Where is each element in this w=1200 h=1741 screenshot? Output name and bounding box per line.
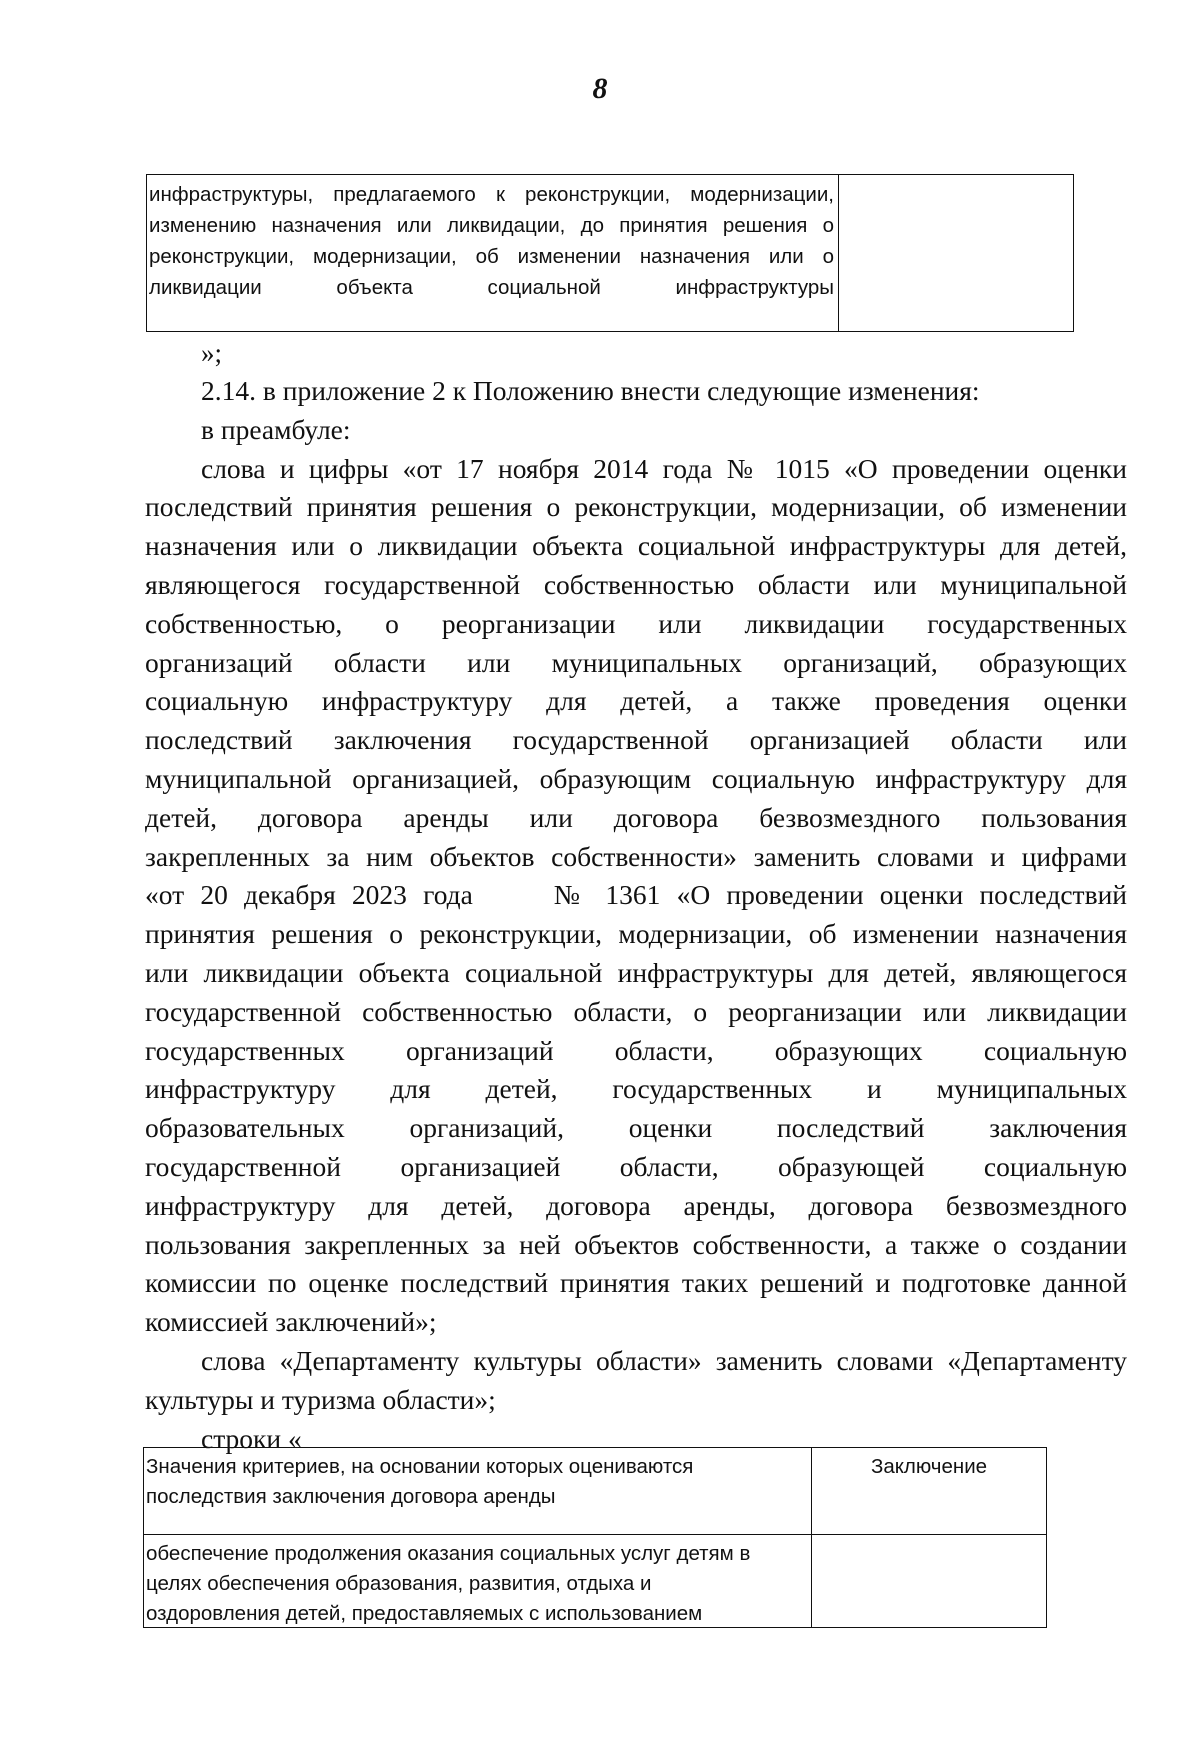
table-line: оздоровления детей, предоставляемых с использованием xyxy=(146,1602,703,1625)
table-row xyxy=(144,1535,1046,1627)
table-line: целях обеспечения образования, развития, отдыха и xyxy=(146,1572,652,1595)
table-line: инфраструктуры, предлагаемого к реконструкции, модернизации, xyxy=(149,183,834,206)
text-line: организаций области или муниципальных организаций, образующих xyxy=(145,646,1127,678)
text-line: детей, договора аренды или договора безвозмездного пользования xyxy=(145,801,1127,833)
text-line: слова и цифры «от 17 ноября 2014 года № 1015 «О проведении оценки xyxy=(201,452,1127,484)
table-header-criteria xyxy=(144,1448,812,1534)
table-header-conclusion: Заключение xyxy=(870,1455,988,1478)
table-cell-criteria xyxy=(147,175,839,331)
text-line: инфраструктуру для детей, государственных и муниципальных xyxy=(145,1073,1127,1105)
table-header-row xyxy=(144,1448,1046,1535)
text-line: закрепленных за ним объектов собственности» заменить словами и цифрами xyxy=(145,840,1127,872)
text-line: образовательных организаций, оценки последствий заключения xyxy=(145,1112,1127,1144)
table-line: последствия заключения договора аренды xyxy=(146,1485,556,1508)
text-line: культуры и туризма области»; xyxy=(145,1383,496,1415)
paragraph-2-14 xyxy=(145,372,1127,411)
text-line: государственной собственностью области, о реорганизации или ликвидации xyxy=(145,995,1127,1027)
text-line: государственной организацией области, образующей социальную xyxy=(145,1150,1127,1182)
table-line: реконструкции, модернизации, об изменении назначения или о xyxy=(149,245,834,268)
page-number: 8 xyxy=(592,72,608,105)
paragraph-replace-words xyxy=(145,450,1127,1342)
text-line: назначения или о ликвидации объекта социальной инфраструктуры для детей, xyxy=(145,530,1127,562)
text-line: последствий заключения государственной организацией области или xyxy=(145,724,1127,756)
closing-quote: »; xyxy=(201,338,223,368)
text-line: муниципальной организацией, образующим социальную инфраструктуру для xyxy=(145,762,1127,794)
text-line: собственностью, о реорганизации или ликвидации государственных xyxy=(145,607,1127,639)
paragraph-department xyxy=(145,1342,1127,1420)
text-line: строки « xyxy=(201,1422,302,1454)
text-line: социальную инфраструктуру для детей, а также проведения оценки xyxy=(145,685,1127,717)
text-line: государственных организаций области, образующих социальную xyxy=(145,1034,1127,1066)
text-line: или ликвидации объекта социальной инфраструктуры для детей, являющегося xyxy=(145,956,1127,988)
text-line: пользования закрепленных за ней объектов собственности, а также о создании xyxy=(145,1228,1127,1260)
text-line: последствий принятия решения о реконструкции, модернизации, об изменении xyxy=(145,491,1127,523)
paragraph-preamble xyxy=(145,411,1127,450)
text-line: в преамбуле: xyxy=(201,413,351,445)
table-line: ликвидации объекта социальной инфраструктуры xyxy=(149,276,834,299)
table-cell-criteria xyxy=(144,1535,812,1627)
lease-criteria-table xyxy=(143,1447,1047,1628)
text-line: инфраструктуру для детей, договора аренды, договора безвозмездного xyxy=(145,1189,1127,1221)
text-line: 2.14. в приложение 2 к Положению внести следующие изменения: xyxy=(201,375,980,406)
text-line: слова «Департаменту культуры области» заменить словами «Департаменту xyxy=(201,1344,1127,1376)
document-body xyxy=(145,372,1127,1458)
text-line: «от 20 декабря 2023 года № 1361 «О проведении оценки последствий xyxy=(145,879,1127,911)
table-cell-conclusion xyxy=(812,1535,1046,1627)
criteria-table-continuation xyxy=(146,174,1074,332)
table-line: обеспечение продолжения оказания социальных услуг детям в xyxy=(146,1542,751,1565)
table-line: изменению назначения или ликвидации, до принятия решения о xyxy=(149,214,834,237)
text-line: принятия решения о реконструкции, модернизации, об изменении назначения xyxy=(145,918,1127,950)
table-cell-conclusion xyxy=(839,175,1073,331)
text-line: комиссией заключений»; xyxy=(145,1306,437,1338)
text-line: являющегося государственной собственностью области или муниципальной xyxy=(145,568,1127,600)
table-line: Значения критериев, на основании которых оцениваются xyxy=(146,1455,694,1478)
text-line: комиссии по оценке последствий принятия таких решений и подготовке данной xyxy=(145,1267,1127,1299)
